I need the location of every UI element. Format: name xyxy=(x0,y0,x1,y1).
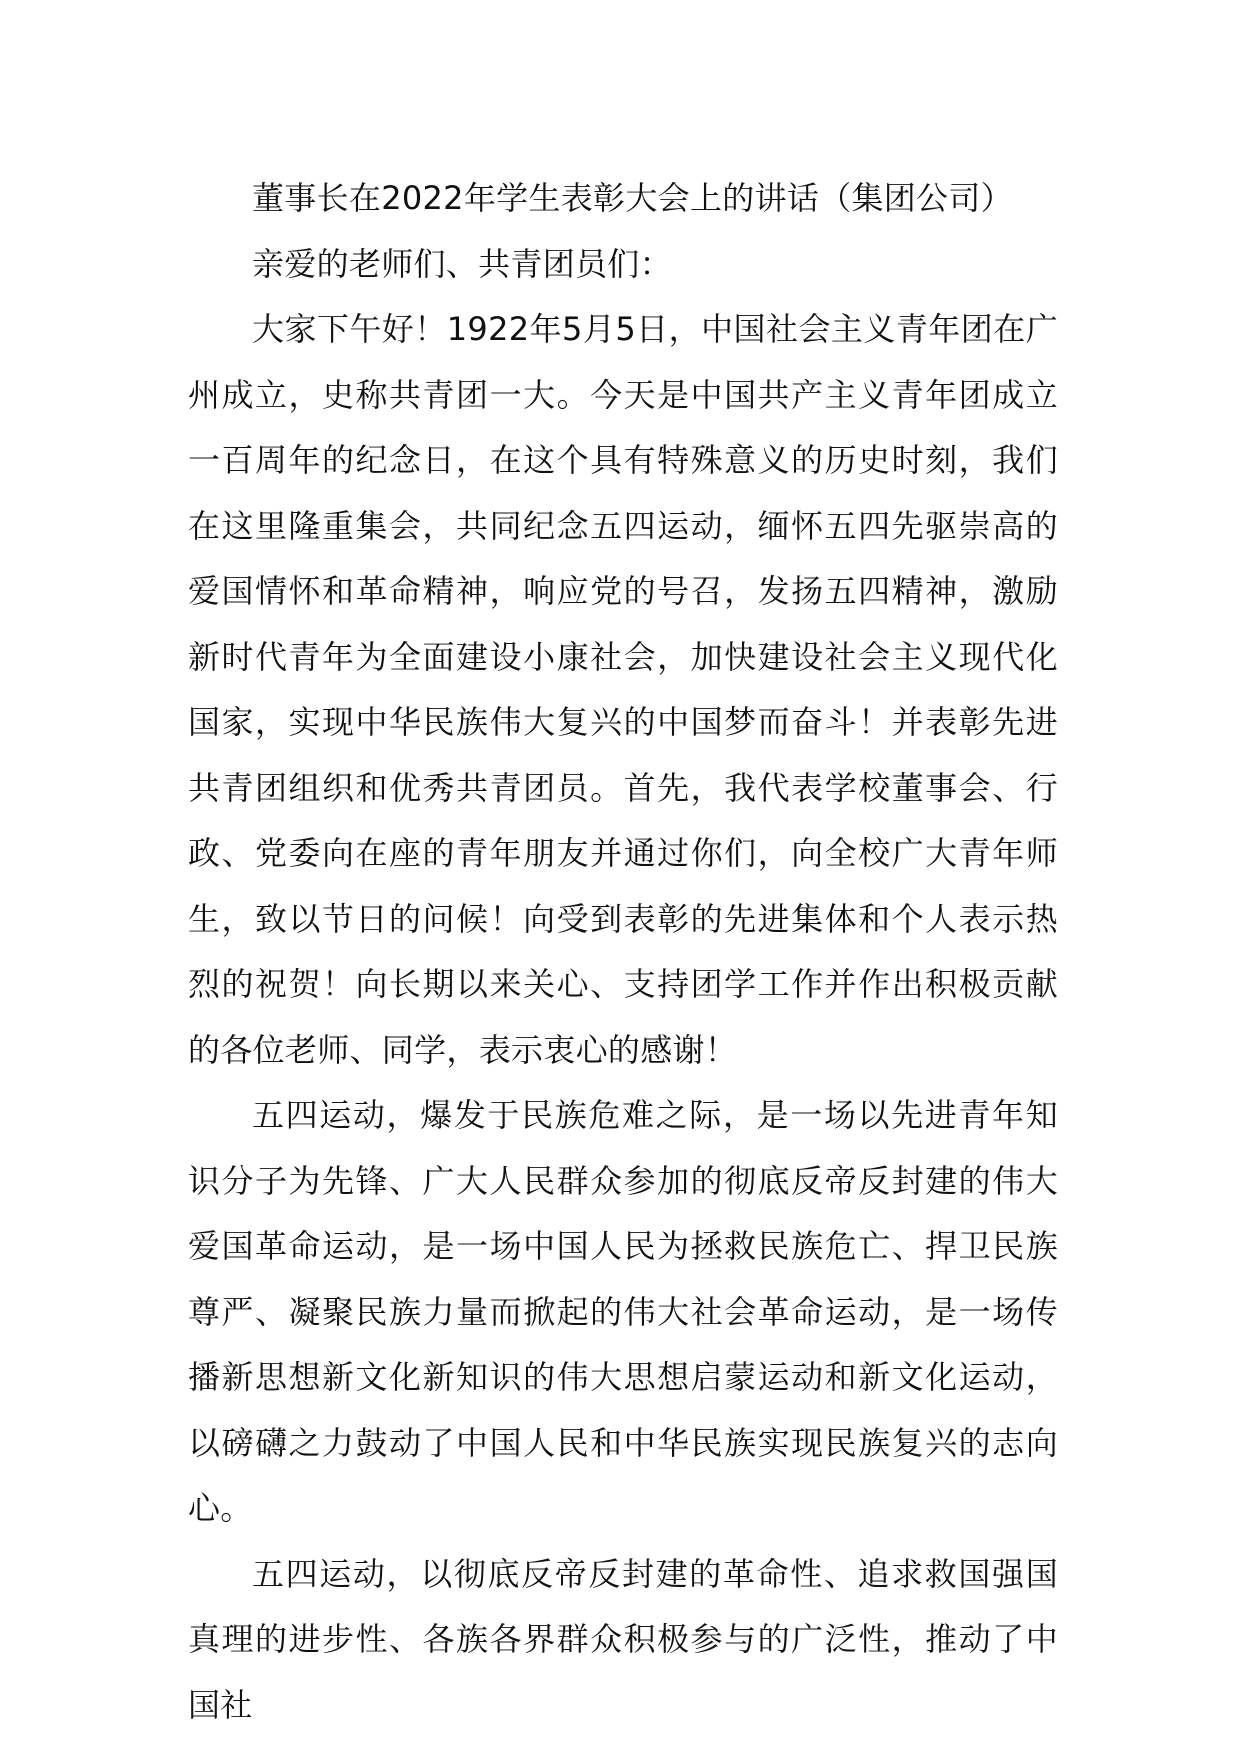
paragraph-1: 大家下午好！1922年5月5日，中国社会主义青年团在广州成立，史称共青团一大。今天是中国共产主义青年团成立一百周年的纪念日，在这个具有特殊意义的历史时刻，我们在这里隆重集会，共同纪念五四运动，缅怀五四先驱崇高的爱国情怀和革命精神，响应党的号召，发扬五四精神，激励新时代青年为全面建设小康社会，加快建设社会主义现代化国家，实现中华民族伟大复兴的中国梦而奋斗！并表彰先进共青团组织和优秀共青团员。首先，我代表学校董事会、行政、党委向在座的青年朋友并通过你们，向全校广大青年师生，致以节日的问候！向受到表彰的先进集体和个人表示热烈的祝贺！向长期以来关心、支持团学工作并作出积极贡献的各位老师、同学，表示衷心的感谢！ xyxy=(188,310,1058,1069)
document-body xyxy=(188,166,1058,1738)
salutation: 亲爱的老师们、共青团员们： xyxy=(252,244,672,283)
document-title: 董事长在2022年学生表彰大会上的讲话（集团公司） xyxy=(252,179,1013,217)
paragraph-3: 五四运动，以彻底反帝反封建的革命性、追求救国强国真理的进步性、各族各界群众积极参与的广泛性，推动了中国社 xyxy=(188,1554,1058,1724)
paragraph-2: 五四运动，爆发于民族危难之际，是一场以先进青年知识分子为先锋、广大人民群众参加的彻底反帝反封建的伟大爱国革命运动，是一场中国人民为拯救民族危亡、捍卫民族尊严、凝聚民族力量而掀起的伟大社会革命运动，是一场传播新思想新文化新知识的伟大思想启蒙运动和新文化运动，以磅礴之力鼓动了中国人民和中华民族实现民族复兴的志向心。 xyxy=(188,1096,1058,1527)
